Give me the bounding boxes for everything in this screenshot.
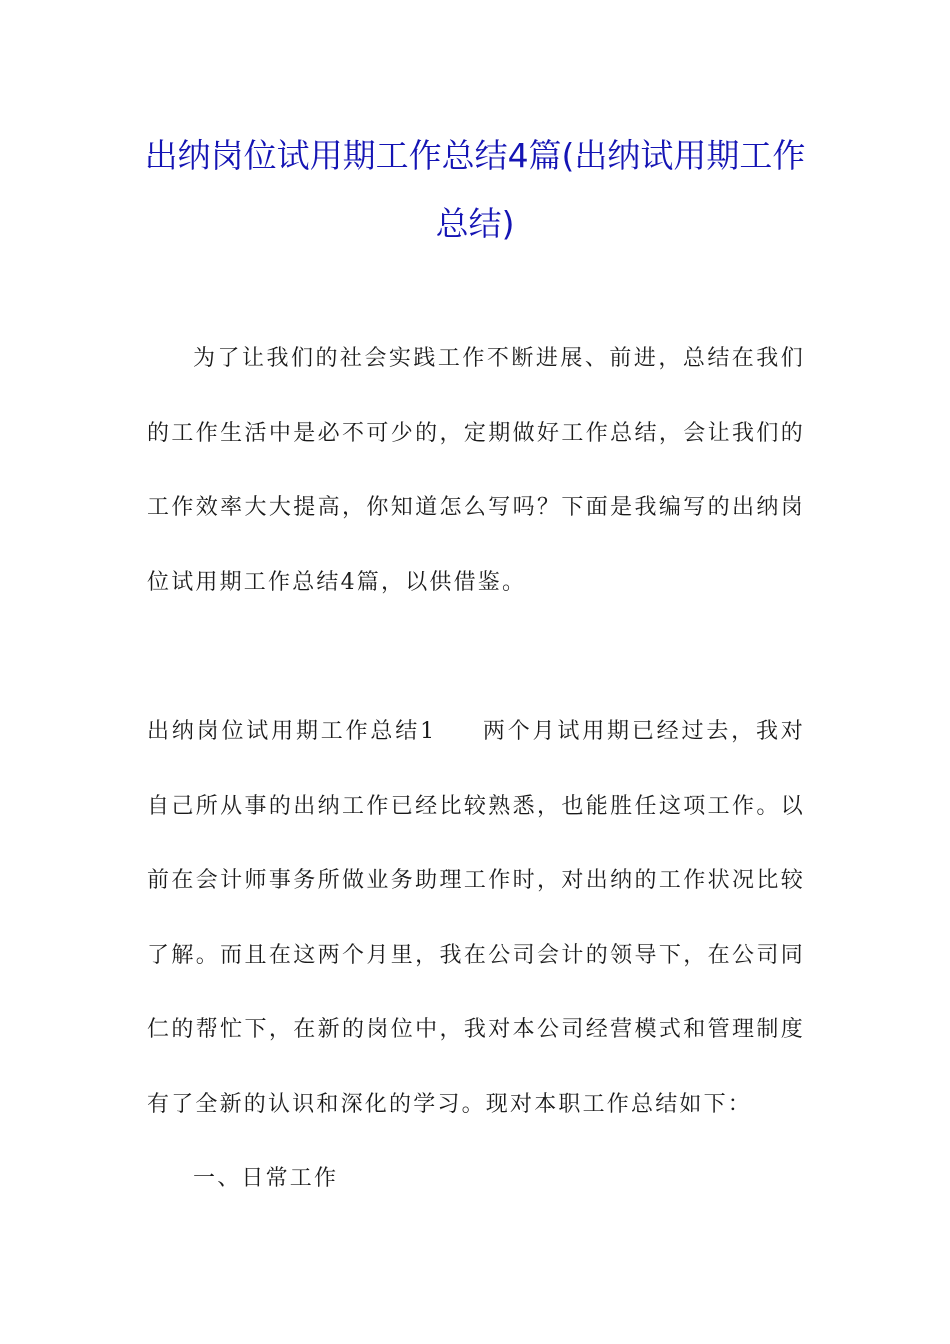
section-1-heading: 出纳岗位试用期工作总结1 xyxy=(147,719,437,744)
section-1-body: 两个月试用期已经过去，我对自己所从事的出纳工作已经比较熟悉，也能胜任这项工作。以前在会计师事务所做业务助理工作时，对出纳的工作状况比较了解。而且在这两个月里，我在公司会计的领导下，在公司同仁的帮忙下，在新的岗位中，我对本公司经营模式和管理制度有了全新的认识和深化的学习。现对本职工作总结如下： xyxy=(147,719,805,1117)
intro-paragraph: 为了让我们的社会实践工作不断进展、前进，总结在我们的工作生活中是必不可少的，定期做好工作总结，会让我们的工作效率大大提高，你知道怎么写吗？下面是我编写的出纳岗位试用期工作总结4篇，以供借鉴。 xyxy=(147,346,805,595)
subheading-daily-work: 一、日常工作 xyxy=(193,1166,339,1191)
section-1-paragraph xyxy=(147,695,805,1142)
document-title: 出纳岗位试用期工作总结4篇(出纳试用期工作总结) xyxy=(144,136,806,243)
